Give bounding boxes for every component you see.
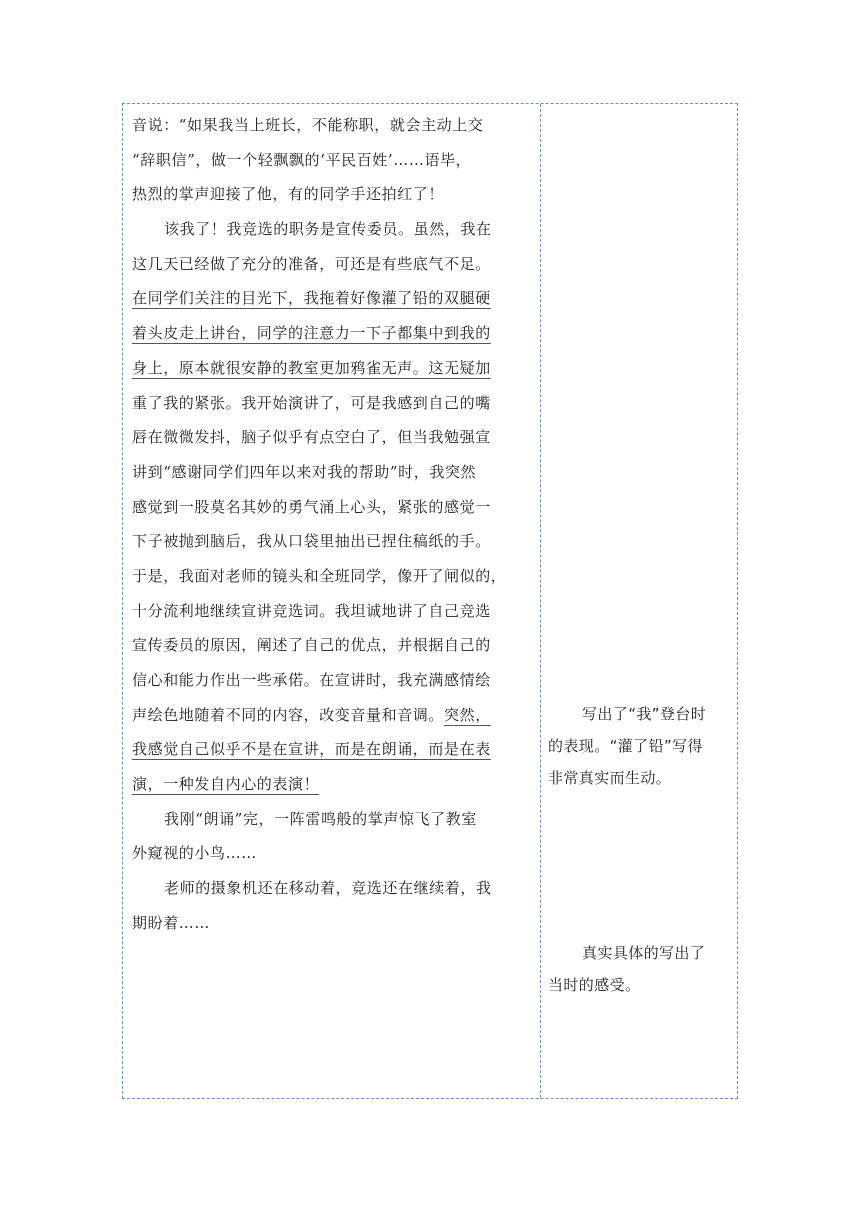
comment-1 [548,698,734,794]
essay-line: 下子被抛到脑后，我从口袋里抽出已捏住稿纸的手。 [132,532,491,551]
essay-line: 宣传委员的原因，阐述了自己的优点，并根据自己的 [132,636,491,655]
essay-line-underlined: 我感觉自己似乎不是在宣讲，而是在朗诵，而是在表 [132,740,491,759]
essay-line: 音说：“如果我当上班长，不能称职，就会主动上交 [132,116,484,134]
essay-line: 我刚“朗诵”完，一阵雷鸣般的掌声惊飞了教室 [164,809,477,828]
essay-line: 感觉到一股莫名其妙的勇气涌上心头，紧张的感觉一 [132,497,491,516]
comment-line: 非常真实而生动。 [548,769,672,787]
essay-line-text: 声绘色地随着不同的内容，改变音量和音调。 [132,705,445,724]
essay-line: 外窥视的小鸟…… [132,844,257,863]
essay-line: 唇在微微发抖，脑子似乎有点空白了，但当我勉强宣 [132,428,491,447]
essay-line: 热烈的掌声迎接了他，有的同学手还拍红了！ [132,185,445,204]
comment-line: 写出了“我”登台时 [582,705,707,723]
essay-line-underlined-tail: 突然， [444,705,491,724]
essay-line: 该我了！我竞选的职务是宣传委员。虽然，我在 [164,220,492,239]
essay-line: 讲到“感谢同学们四年以来对我的帮助”时，我突然 [132,462,477,481]
essay-line: 期盼着…… [132,913,211,932]
essay-line-underlined: 着头皮走上讲台，同学的注意力一下子都集中到我的 [132,324,491,343]
essay-line-underlined: 身上，原本就很安静的教室更加鸦雀无声。这无疑加 [132,358,491,377]
essay-line: 这几天已经做了充分的准备，可还是有些底气不足。 [132,254,491,273]
essay-line: 老师的摄象机还在移动着，竞选还在继续着，我 [164,879,492,898]
comment-line: 的表现。“灌了铅”写得 [548,737,703,755]
essay-line: 于是，我面对老师的镜头和全班同学，像开了闸似的， [132,566,507,585]
essay-line: 十分流利地继续宣讲竞选词。我坦诚地讲了自己竞选 [132,601,491,620]
essay-line: 信心和能力作出一些承偌。在宣讲时，我充满感情绘 [132,671,491,689]
column-divider [540,104,541,1098]
essay-line-underlined: 演，一种发自内心的表演！ [132,775,320,794]
essay-line: 重了我的紧张。我开始演讲了，可是我感到自己的嘴 [132,393,491,412]
comment-line: 真实具体的写出了 [582,944,706,962]
comment-2 [548,937,734,1001]
essay-line [132,698,532,733]
essay-line: “辞职信”，做一个轻飘飘的‘平民百姓’……语毕， [132,150,472,169]
comment-line: 当时的感受。 [548,976,641,994]
essay-line-underlined: 在同学们关注的目光下，我拖着好像灌了铅的双腿硬 [132,289,491,308]
annotation-table [122,103,738,1099]
essay-text [132,108,532,941]
